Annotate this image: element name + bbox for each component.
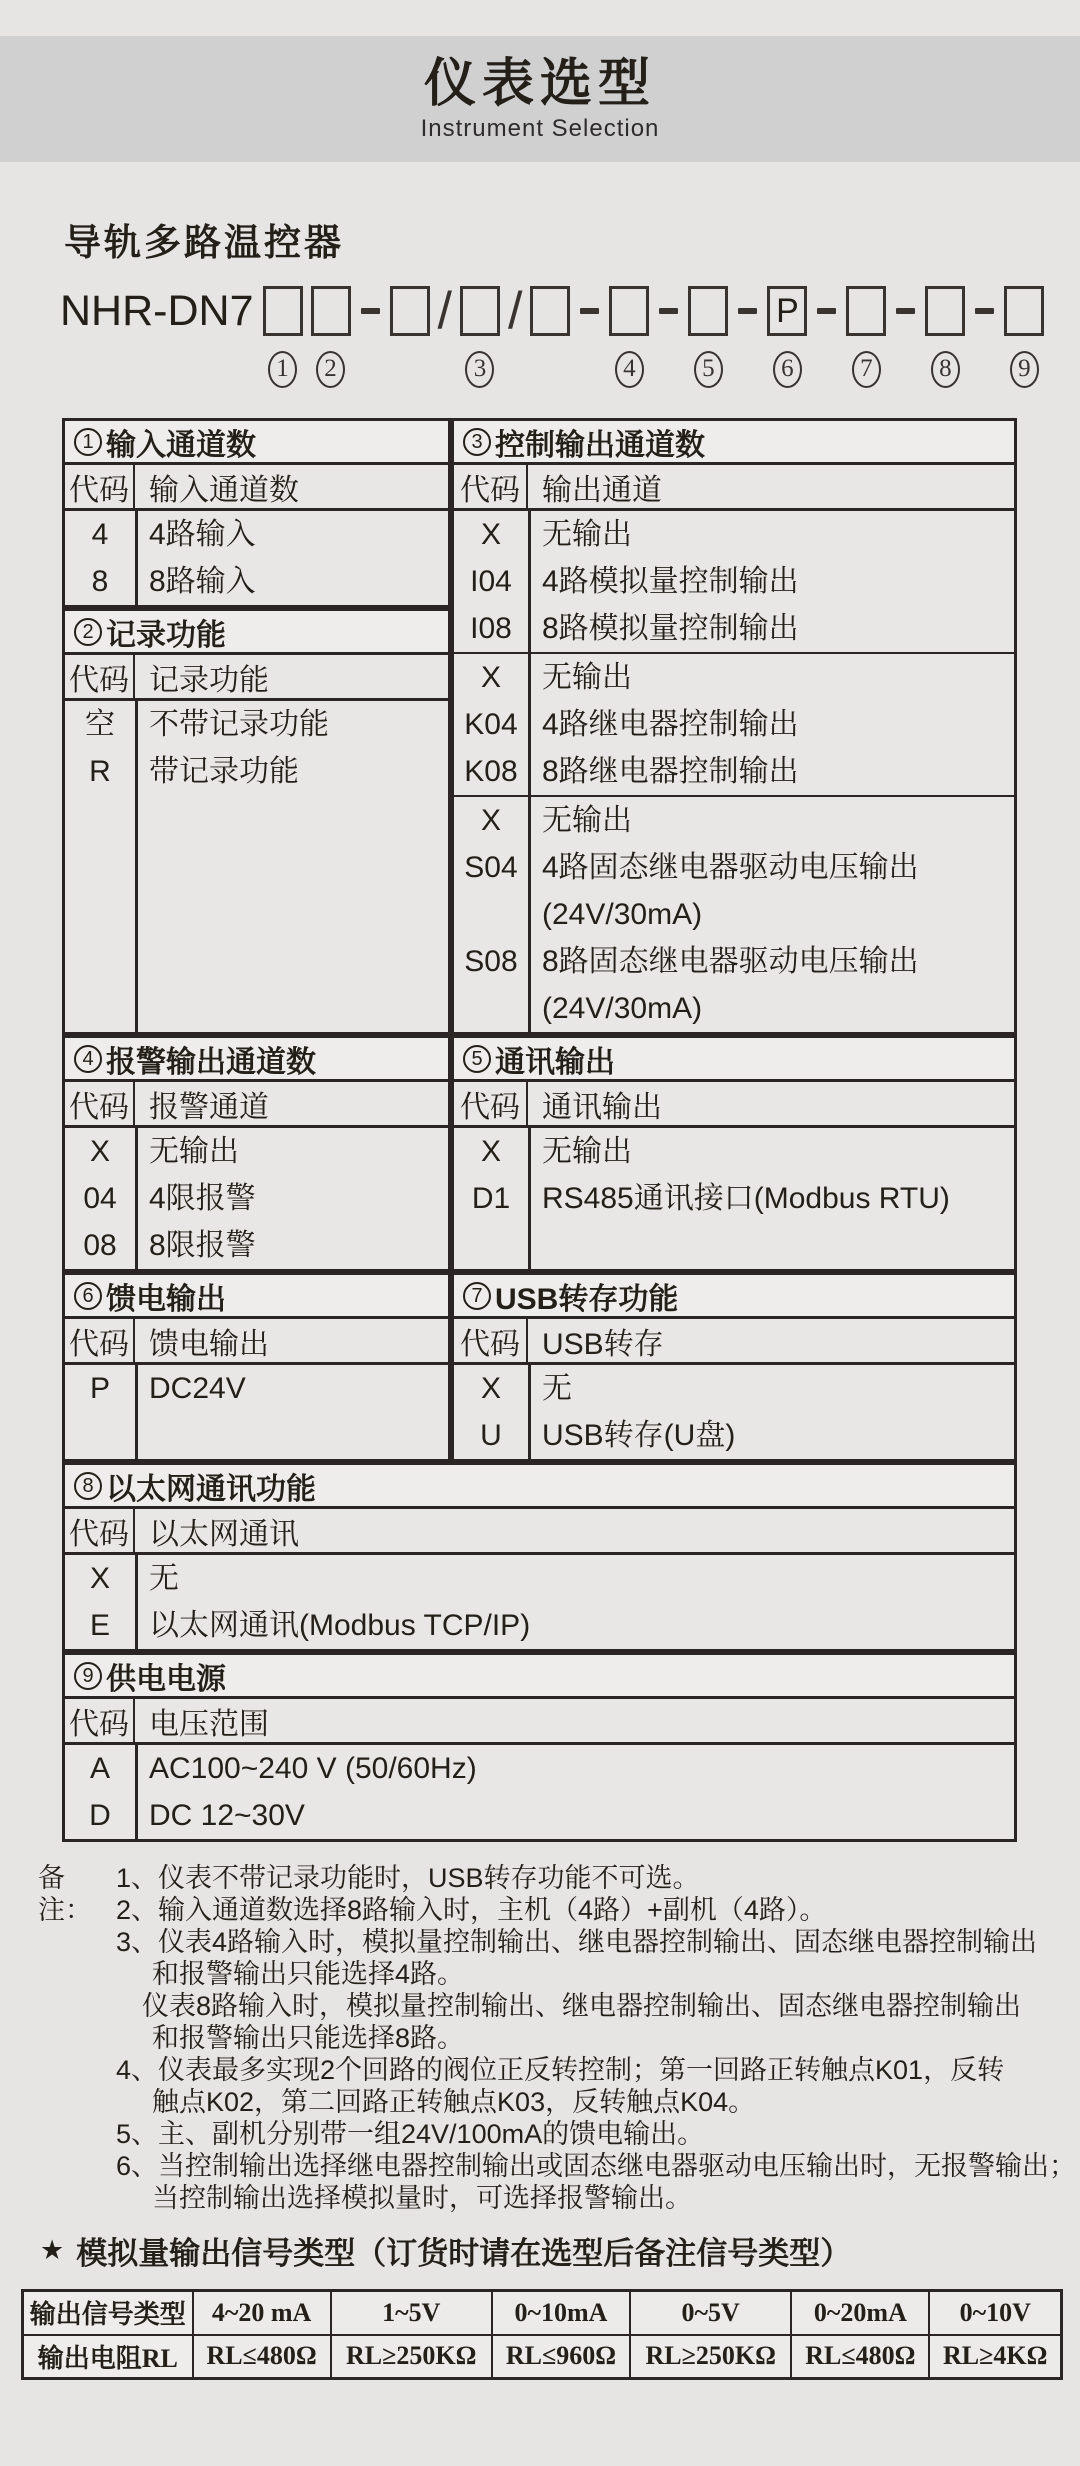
desc-cell	[135, 1175, 448, 1222]
code-cell: D	[89, 1799, 111, 1832]
desc-line: 无	[542, 1372, 572, 1405]
desc-header-cell: 以太网通讯	[149, 1517, 299, 1551]
code-cell: X	[89, 1135, 110, 1168]
output-resistance-cell: RL≥4KΩ	[929, 2335, 1061, 2379]
circled-number-icon: 4	[74, 1045, 102, 1073]
note-line: 1、仪表不带记录功能时，USB转存功能不可选。	[116, 1863, 700, 1893]
section-communication-output	[451, 1035, 1017, 1272]
desc-line: (24V/30mA)	[542, 898, 703, 931]
signal-type-row	[23, 2291, 1062, 2335]
section-power-supply	[62, 1652, 1017, 1842]
row-group	[454, 511, 1014, 652]
table-row	[65, 1792, 1014, 1839]
model-slot	[973, 284, 996, 392]
section-subheader	[65, 1699, 1014, 1745]
desc-cell	[528, 1412, 1014, 1459]
desc-cell	[135, 1745, 1014, 1792]
section-title	[65, 1465, 1014, 1509]
row-group	[65, 1745, 1014, 1839]
section-title	[454, 1275, 1014, 1319]
table-row	[454, 511, 1014, 558]
note-line: 3、仪表4路输入时，模拟量控制输出、继电器控制输出、固态继电器控制输出	[116, 1927, 1038, 1957]
desc-cell	[528, 558, 1014, 605]
row-group	[454, 1365, 1014, 1459]
band-4	[62, 1462, 1017, 1652]
note-line: 2、输入通道数选择8路输入时，主机（4路）+副机（4路）。	[116, 1895, 827, 1925]
section-title-text: 记录功能	[106, 618, 226, 652]
position-number-1: 1	[268, 351, 297, 388]
section-body	[454, 1128, 1014, 1269]
model-slot	[688, 284, 728, 392]
code-cell: X	[480, 661, 501, 694]
section-title	[454, 421, 1014, 465]
section-subheader	[65, 1082, 448, 1128]
note-line: 6、当控制输出选择继电器控制输出或固态继电器驱动电压输出时，无报警输出；	[116, 2151, 1077, 2181]
desc-header-cell: 馈电输出	[149, 1327, 269, 1361]
model-slot	[359, 284, 382, 392]
code-header-cell: 代码	[65, 1319, 135, 1362]
dash-separator	[738, 308, 757, 314]
desc-cell	[528, 938, 1014, 1032]
section-title-text: 供电电源	[106, 1662, 226, 1696]
section-body	[65, 1128, 448, 1269]
section-body	[454, 511, 1014, 1032]
desc-line: 4路输入	[149, 518, 256, 551]
desc-line: 4路固态继电器驱动电压输出	[542, 851, 919, 884]
star-icon: ★	[40, 2235, 65, 2265]
code-cell: I08	[470, 612, 512, 645]
table-row	[454, 1412, 1014, 1459]
circled-number-icon: 2	[74, 618, 102, 646]
code-cell: D1	[471, 1182, 511, 1215]
section-control-output-channels	[451, 418, 1017, 1035]
table-row	[65, 701, 448, 748]
desc-header-cell: 报警通道	[149, 1090, 269, 1124]
desc-header-cell: 记录功能	[149, 663, 269, 697]
model-slot	[815, 284, 838, 392]
desc-line: 8路固态继电器驱动电压输出	[542, 945, 919, 978]
signal-type-cell: 4~20 mA	[193, 2291, 331, 2335]
page-title: 仪表选型	[423, 55, 656, 113]
note-line: 和报警输出只能选择8路。	[152, 2023, 465, 2053]
desc-line: 以太网通讯(Modbus TCP/IP)	[149, 1609, 531, 1642]
row-group	[65, 511, 448, 605]
row-group	[454, 652, 1014, 795]
circled-number-icon: 3	[463, 428, 491, 456]
code-cell: S08	[464, 945, 518, 978]
section-subheader	[65, 1509, 1014, 1555]
section-title	[454, 1038, 1014, 1082]
code-cell: E	[89, 1609, 110, 1642]
section-title	[65, 1038, 448, 1082]
section-title	[65, 611, 448, 655]
table-row	[454, 605, 1014, 652]
model-digit-box	[530, 286, 570, 336]
code-cell: K04	[464, 708, 518, 741]
model-digit-box	[1004, 286, 1044, 336]
row-group	[65, 1128, 448, 1269]
table-row	[65, 1365, 448, 1412]
model-slot	[767, 284, 807, 392]
circled-number-icon: 8	[74, 1472, 102, 1500]
desc-line: 8限报警	[149, 1229, 256, 1262]
row-group	[65, 1365, 448, 1412]
code-header-cell: 代码	[454, 1319, 528, 1362]
position-number-8: 8	[931, 351, 960, 388]
desc-line: (24V/30mA)	[542, 992, 703, 1025]
code-cell: 04	[83, 1182, 117, 1215]
header-band	[0, 36, 1080, 162]
code-cell: 4	[91, 518, 109, 551]
desc-cell	[528, 511, 1014, 558]
model-slot	[609, 284, 649, 392]
code-header-cell: 代码	[65, 655, 135, 698]
desc-line: 无	[149, 1562, 179, 1595]
code-cell: K08	[464, 755, 518, 788]
table-row	[65, 1602, 1014, 1649]
section-title	[65, 421, 448, 465]
table-row	[454, 654, 1014, 701]
code-header-cell: 代码	[65, 1082, 135, 1125]
model-slot	[460, 284, 500, 392]
code-cell: X	[480, 1372, 501, 1405]
table-row	[454, 558, 1014, 605]
desc-line: 无输出	[542, 661, 632, 694]
desc-cell	[528, 654, 1014, 701]
desc-line: AC100~240 V (50/60Hz)	[149, 1752, 477, 1785]
desc-line: 无输出	[542, 518, 632, 551]
model-digit-box	[311, 286, 351, 336]
model-slot	[1004, 284, 1044, 392]
output-resistance-row	[23, 2335, 1062, 2379]
table-row	[454, 1175, 1014, 1222]
position-number-2: 2	[316, 351, 345, 388]
desc-cell	[528, 1128, 1014, 1175]
band-1-left-column	[62, 418, 451, 1035]
table-row	[454, 938, 1014, 1032]
section-subheader	[65, 1319, 448, 1365]
slash-separator: /	[437, 282, 452, 340]
output-resistance-cell: RL≤960Ω	[492, 2335, 630, 2379]
circled-number-icon: 9	[74, 1662, 102, 1690]
dash-separator	[817, 308, 836, 314]
code-header-cell: 代码	[454, 465, 528, 508]
output-resistance-cell: RL≥250KΩ	[331, 2335, 492, 2379]
code-cell: R	[89, 755, 111, 788]
model-digit-box	[390, 286, 430, 336]
desc-cell	[528, 844, 1014, 938]
row-group	[65, 1555, 1014, 1649]
page-subtitle: Instrument Selection	[420, 115, 660, 142]
section-title-text: 馈电输出	[106, 1282, 226, 1316]
section-body	[65, 1745, 1014, 1839]
dash-separator	[580, 308, 599, 314]
note-line: 触点K02，第二回路正转触点K03，反转触点K04。	[152, 2087, 756, 2117]
note-line: 当控制输出选择模拟量时，可选择报警输出。	[152, 2183, 692, 2213]
model-slot	[438, 284, 452, 392]
signal-type-cell: 0~20mA	[791, 2291, 929, 2335]
section-feed-power-output	[62, 1272, 451, 1462]
table-row	[454, 844, 1014, 938]
code-cell: P	[89, 1372, 110, 1405]
code-cell: U	[480, 1419, 502, 1452]
selection-table	[62, 418, 1017, 1842]
desc-header-cell: 输入通道数	[149, 473, 299, 507]
section-body	[454, 1365, 1014, 1459]
section-title-text: 控制输出通道数	[495, 428, 705, 462]
band-1	[62, 418, 1017, 1035]
desc-line: 不带记录功能	[149, 708, 329, 741]
position-number-9: 9	[1010, 351, 1039, 388]
desc-header-cell: USB转存	[542, 1327, 664, 1361]
table-row	[454, 748, 1014, 795]
model-digit-box	[460, 286, 500, 336]
section-subheader	[454, 1319, 1014, 1365]
desc-cell	[135, 1602, 1014, 1649]
code-header-cell: 代码	[65, 1509, 135, 1552]
code-cell: X	[480, 804, 501, 837]
product-name: 导轨多路温控器	[64, 222, 344, 263]
code-cell: 空	[85, 708, 115, 741]
table-row	[454, 797, 1014, 844]
model-digit-box	[846, 286, 886, 336]
table-row	[65, 1175, 448, 1222]
section-input-channels	[62, 418, 451, 608]
model-slot	[530, 284, 570, 392]
desc-cell	[528, 1365, 1014, 1412]
section-record-function	[62, 608, 451, 1035]
section-subheader	[454, 465, 1014, 511]
note-line: 仪表8路输入时，模拟量控制输出、继电器控制输出、固态继电器控制输出	[142, 1991, 1022, 2021]
band-2	[62, 1035, 1017, 1272]
desc-cell	[528, 797, 1014, 844]
position-number-7: 7	[852, 351, 881, 388]
dash-separator	[361, 308, 380, 314]
desc-header-cell: 电压范围	[149, 1707, 269, 1741]
model-digit-box: P	[767, 286, 807, 336]
section-body	[65, 1555, 1014, 1649]
code-cell: A	[89, 1752, 110, 1785]
table-row	[65, 1222, 448, 1269]
signal-type-table	[21, 2289, 1063, 2380]
circled-number-icon: 7	[463, 1282, 491, 1310]
table-row	[65, 1745, 1014, 1792]
note-line: 5、主、副机分别带一组24V/100mA的馈电输出。	[116, 2119, 705, 2149]
code-cell: X	[480, 518, 501, 551]
output-resistance-cell: RL≤480Ω	[791, 2335, 929, 2379]
table-row	[454, 1365, 1014, 1412]
code-cell: X	[480, 1135, 501, 1168]
signal-type-header: 输出信号类型	[23, 2291, 193, 2335]
code-cell: 8	[91, 565, 109, 598]
model-slot	[311, 284, 351, 392]
desc-cell	[135, 748, 448, 795]
code-header-cell: 代码	[65, 465, 135, 508]
section-title-text: 报警输出通道数	[106, 1045, 316, 1079]
output-resistance-cell: RL≤480Ω	[193, 2335, 331, 2379]
section-title	[65, 1655, 1014, 1699]
desc-cell	[135, 1792, 1014, 1839]
section-body	[65, 511, 448, 605]
section-ethernet-communication	[62, 1462, 1017, 1652]
section-title-text: USB转存功能	[495, 1282, 679, 1316]
desc-line: 4限报警	[149, 1182, 256, 1215]
model-slot	[736, 284, 759, 392]
desc-line: 4路模拟量控制输出	[542, 565, 799, 598]
section-body	[65, 1365, 448, 1459]
signal-type-cell: 0~10V	[929, 2291, 1061, 2335]
position-number-6: 6	[773, 351, 802, 388]
dash-separator	[659, 308, 678, 314]
table-row	[65, 1555, 1014, 1602]
model-slots	[259, 284, 1049, 392]
row-group	[65, 701, 448, 795]
signal-type-cell: 0~10mA	[492, 2291, 630, 2335]
position-number-3: 3	[465, 351, 494, 388]
desc-cell	[135, 1128, 448, 1175]
model-slot	[925, 284, 965, 392]
desc-line: 8路输入	[149, 565, 256, 598]
note-lines	[116, 1862, 1076, 2214]
desc-cell	[135, 1222, 448, 1269]
section-title	[65, 1275, 448, 1319]
circled-number-icon: 6	[74, 1282, 102, 1310]
model-slot	[846, 284, 886, 392]
note-line: 和报警输出只能选择4路。	[152, 1959, 465, 1989]
section-title-text: 输入通道数	[106, 428, 256, 462]
model-slot	[263, 284, 303, 392]
position-number-5: 5	[694, 351, 723, 388]
model-slot	[578, 284, 601, 392]
model-slot	[657, 284, 680, 392]
code-header-cell: 代码	[454, 1082, 528, 1125]
desc-cell	[135, 558, 448, 605]
section-title-text: 通讯输出	[495, 1045, 615, 1079]
signal-type-cell: 0~5V	[630, 2291, 791, 2335]
desc-line: DC 12~30V	[149, 1799, 305, 1832]
signal-type-cell: 1~5V	[331, 2291, 492, 2335]
desc-cell	[135, 701, 448, 748]
desc-cell	[135, 1365, 448, 1412]
slash-separator: /	[507, 282, 523, 340]
code-cell: S04	[464, 851, 518, 884]
desc-line: DC24V	[149, 1372, 246, 1405]
code-cell: I04	[470, 565, 512, 598]
table-row	[454, 701, 1014, 748]
section-alarm-output-channels	[62, 1035, 451, 1272]
desc-cell	[528, 1175, 1014, 1222]
desc-line: 无输出	[542, 1135, 632, 1168]
table-row	[65, 1128, 448, 1175]
circled-number-icon: 1	[74, 428, 102, 456]
section-body	[65, 701, 448, 1032]
model-slot	[894, 284, 917, 392]
table-row	[454, 1128, 1014, 1175]
desc-line: 无输出	[149, 1135, 239, 1168]
desc-cell	[135, 1555, 1014, 1602]
code-cell: 08	[83, 1229, 117, 1262]
section-subheader	[65, 465, 448, 511]
model-slot	[390, 284, 430, 392]
model-digit-box	[925, 286, 965, 336]
table-row	[65, 748, 448, 795]
position-number-4: 4	[615, 351, 644, 388]
code-cell: X	[89, 1562, 110, 1595]
dash-separator	[975, 308, 994, 314]
row-group	[454, 1128, 1014, 1222]
model-code-line	[60, 284, 1080, 392]
band-5	[62, 1652, 1017, 1842]
analog-signal-note-text: 模拟量输出信号类型（订货时请在选型后备注信号类型）	[76, 2236, 852, 2271]
desc-line: 无输出	[542, 804, 632, 837]
desc-line: 8路继电器控制输出	[542, 755, 799, 788]
desc-cell	[135, 511, 448, 558]
table-row	[65, 558, 448, 605]
section-title-text: 以太网通讯功能	[106, 1472, 316, 1506]
desc-cell	[528, 701, 1014, 748]
band-3	[62, 1272, 1017, 1462]
code-header-cell: 代码	[65, 1699, 135, 1742]
model-prefix: NHR-DN7	[60, 287, 254, 335]
desc-line: RS485通讯接口(Modbus RTU)	[542, 1182, 950, 1215]
model-digit-box	[688, 286, 728, 336]
desc-line: 带记录功能	[149, 755, 299, 788]
dash-separator	[896, 308, 915, 314]
desc-header-cell: 通讯输出	[542, 1090, 662, 1124]
model-digit-box	[609, 286, 649, 336]
section-subheader	[454, 1082, 1014, 1128]
output-resistance-header: 输出电阻RL	[23, 2335, 193, 2379]
notes-label: 备注：	[38, 1863, 92, 1925]
desc-header-cell: 输出通道	[542, 473, 662, 507]
analog-signal-note	[40, 2228, 1080, 2273]
model-slot	[508, 284, 522, 392]
output-resistance-cell: RL≥250KΩ	[630, 2335, 791, 2379]
table-row	[65, 511, 448, 558]
section-usb-transfer	[451, 1272, 1017, 1462]
note-line: 4、仪表最多实现2个回路的阀位正反转控制；第一回路正转触点K01，反转	[116, 2055, 1005, 2085]
desc-line: 8路模拟量控制输出	[542, 612, 799, 645]
desc-cell	[528, 605, 1014, 652]
model-digit-box	[263, 286, 303, 336]
section-subheader	[65, 655, 448, 701]
desc-line: 4路继电器控制输出	[542, 708, 799, 741]
row-group	[454, 795, 1014, 1032]
desc-cell	[528, 748, 1014, 795]
desc-line: USB转存(U盘)	[542, 1419, 736, 1452]
circled-number-icon: 5	[463, 1045, 491, 1073]
notes	[38, 1862, 1077, 2214]
